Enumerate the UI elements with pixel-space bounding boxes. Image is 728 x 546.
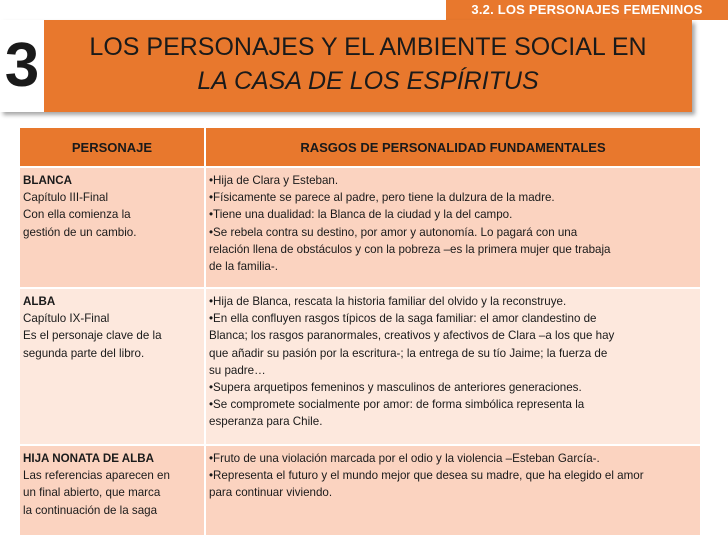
title-line-1: LOS PERSONAJES Y EL AMBIENTE SOCIAL EN — [89, 33, 647, 61]
character-name: ALBA — [23, 295, 56, 308]
character-cell — [20, 445, 205, 535]
trait-line: •Fruto de una violación marcada por el odio y la violencia –Esteban García-. — [209, 452, 600, 465]
header-rasgos: RASGOS DE PERSONALIDAD FUNDAMENTALES — [205, 128, 700, 167]
trait-line: que añadir su pasión por la escritura-; la entrega de su tío Jaime; la fuerza de — [209, 346, 608, 360]
traits-cell — [205, 445, 700, 535]
trait-line: •Hija de Blanca, rescata la historia familiar del olvido y la reconstruye. — [209, 295, 567, 308]
character-detail: la continuación de la saga — [23, 503, 158, 517]
traits-cell — [205, 288, 700, 445]
trait-line: •Representa el futuro y el mundo mejor que desea su madre, que ha elegido el amor — [209, 469, 644, 483]
header-personaje: PERSONAJE — [20, 128, 205, 167]
character-detail: un final abierto, que marca — [23, 486, 161, 500]
section-tag: 3.2. LOS PERSONAJES FEMENINOS — [446, 0, 728, 20]
trait-line: •Físicamente se parece al padre, pero tiene la dulzura de la madre. — [209, 191, 555, 205]
trait-line: •Se rebela contra su destino, por amor y autonomía. Lo pagará con una — [209, 225, 578, 239]
trait-line: •Tiene una dualidad: la Blanca de la ciudad y la del campo. — [209, 208, 513, 222]
trait-line: de la familia-. — [209, 260, 278, 274]
trait-line: •Supera arquetipos femeninos y masculinos de anteriores generaciones. — [209, 381, 582, 395]
trait-line: su padre… — [209, 363, 266, 377]
chapter-number: 3 — [4, 31, 40, 100]
page-title — [44, 30, 692, 98]
traits-cell — [205, 167, 700, 288]
character-name: BLANCA — [23, 174, 72, 187]
trait-line: •Hija de Clara y Esteban. — [209, 174, 339, 187]
trait-line: •Se compromete socialmente por amor: de forma simbólica representa la — [209, 398, 585, 412]
trait-line: •En ella confluyen rasgos típicos de la saga familiar: el amor clandestino de — [209, 312, 597, 326]
character-detail: segunda parte del libro. — [23, 346, 145, 360]
character-cell — [20, 288, 205, 445]
character-detail: Las referencias aparecen en — [23, 469, 170, 483]
character-detail: gestión de un cambio. — [23, 225, 137, 239]
trait-line: relación llena de obstáculos y con la pobreza –es la primera mujer que trabaja — [209, 242, 611, 256]
character-detail: Es el personaje clave de la — [23, 329, 162, 343]
table-row — [20, 167, 700, 288]
character-cell — [20, 167, 205, 288]
trait-line: para continuar viviendo. — [209, 486, 333, 500]
character-detail: Capítulo IX-Final — [23, 312, 110, 326]
trait-line: esperanza para Chile. — [209, 415, 323, 429]
trait-line: Blanca; los rasgos paranormales, creativos y afectivos de Clara –a los que hay — [209, 329, 615, 343]
character-name: HIJA NONATA DE ALBA — [23, 452, 154, 465]
character-detail: Con ella comienza la — [23, 208, 131, 222]
table-row — [20, 445, 700, 535]
title-line-2: LA CASA DE LOS ESPÍRITUS — [197, 67, 539, 95]
table-header-row — [20, 128, 700, 167]
characters-table — [20, 128, 700, 535]
character-detail: Capítulo III-Final — [23, 191, 109, 205]
table-row — [20, 288, 700, 445]
